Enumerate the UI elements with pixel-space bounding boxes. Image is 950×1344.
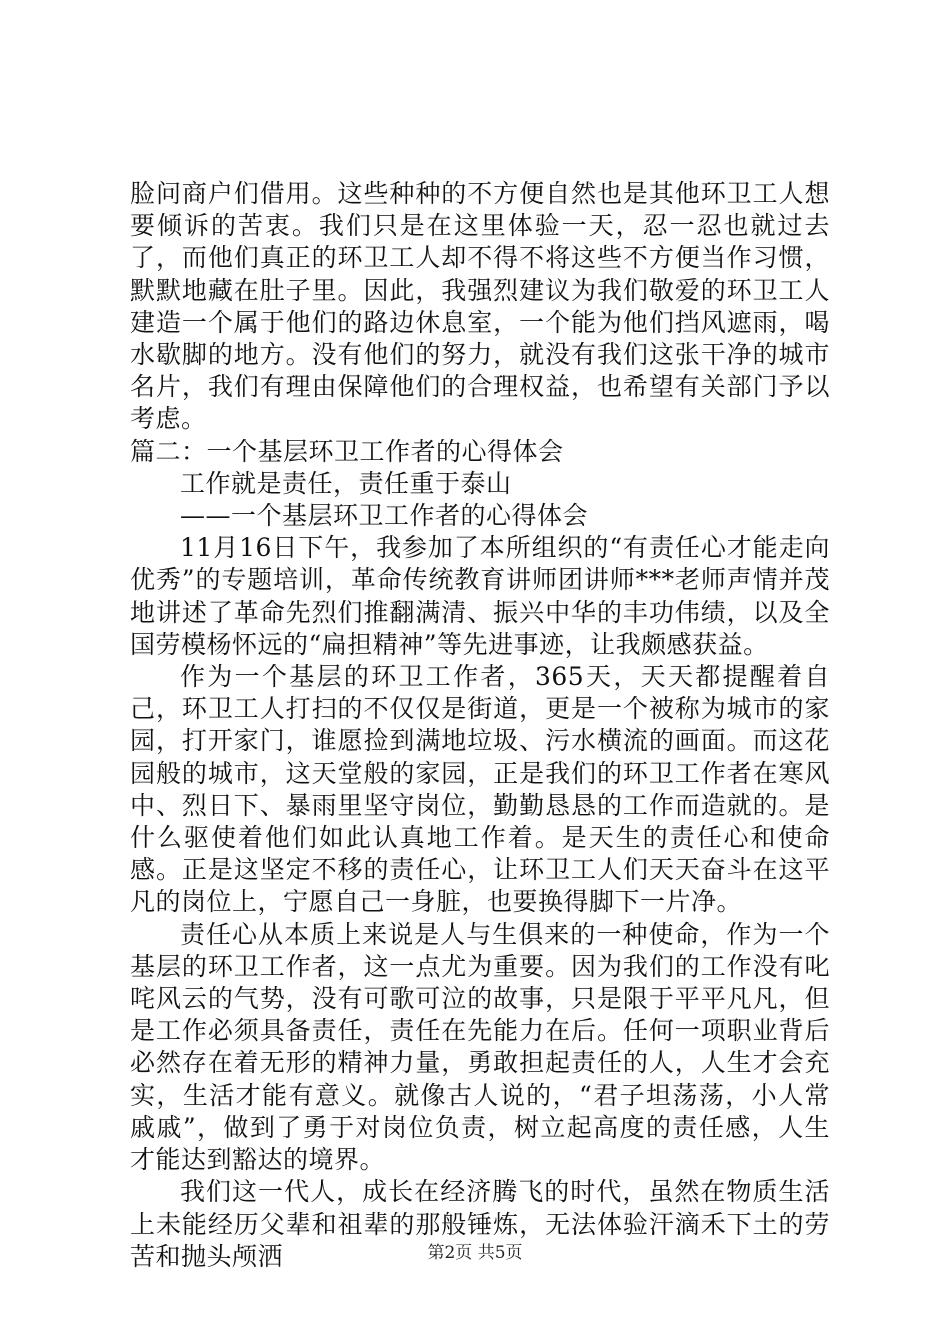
paragraph-generation: 我们这一代人，成长在经济腾飞的时代，虽然在物质生活上未能经历父辈和祖辈的那般锤炼，无法体验汗滴禾下土的劳苦和抛头颅洒 bbox=[130, 1177, 830, 1271]
document-body bbox=[130, 178, 830, 1273]
article-title: 工作就是责任，责任重于泰山 bbox=[180, 468, 512, 498]
paragraph-sanitation-worker: 作为一个基层的环卫工作者，365天，天天都提醒着自己，环卫工人打扫的不仅仅是街道，更是一个被称为城市的家园，打开家门，谁愿捡到满地垃圾、污水横流的画面。而这花园般的城市，这天堂般的家园，正是我们的环卫工作者在寒风中、烈日下、暴雨里坚守岗位，勤勤恳恳的工作而造就的。是什么驱使着他们如此认真地工作着。是天生的责任心和使命感。正是这坚定不移的责任心，让环卫工人们天天奋斗在这平凡的岗位上，宁愿自己一身脏，也要换得脚下一片净。 bbox=[130, 662, 830, 917]
paragraph-continuation: 脸问商户们借用。这些种种的不方便自然也是其他环卫工人想要倾诉的苦衷。我们只是在这里体验一天，忍一忍也就过去了，而他们真正的环卫工人却不得不将这些不方便当作习惯，默默地藏在肚子里。因此，我强烈建议为我们敬爱的环卫工人建造一个属于他们的路边休息室，一个能为他们挡风遮雨，喝水歇脚的地方。没有他们的努力，就没有我们这张干净的城市名片，我们有理由保障他们的合理权益，也希望有关部门予以考虑。 bbox=[130, 179, 830, 434]
page-footer bbox=[0, 1242, 950, 1264]
paragraph-training: 11月16日下午，我参加了本所组织的“有责任心才能走向优秀”的专题培训，革命传统教育讲师团讲师***老师声情并茂地讲述了革命先烈们推翻满清、振兴中华的丰功伟绩，以及全国劳模杨怀远的“扁担精神”等先进事迹，让我颇感获益。 bbox=[130, 533, 830, 659]
page-number-label: 第2页 共5页 bbox=[427, 1243, 523, 1263]
section-heading: 篇二：一个基层环卫工作者的心得体会 bbox=[130, 436, 564, 466]
paragraph-responsibility: 责任心从本质上来说是人与生俱来的一种使命，作为一个基层的环卫工作者，这一点尤为重要。因为我们的工作没有叱咤风云的气势，没有可歌可泣的故事，只是限于平平凡凡，但是工作必须具备责任，责任在先能力在后。任何一项职业背后必然存在着无形的精神力量，勇敢担起责任的人，人生才会充实，生活才能有意义。就像古人说的，“君子坦荡荡，小人常戚戚”，做到了勇于对岗位负责，树立起高度的责任感，人生才能达到豁达的境界。 bbox=[130, 919, 830, 1175]
article-subtitle: ——一个基层环卫工作者的心得体会 bbox=[180, 501, 589, 531]
